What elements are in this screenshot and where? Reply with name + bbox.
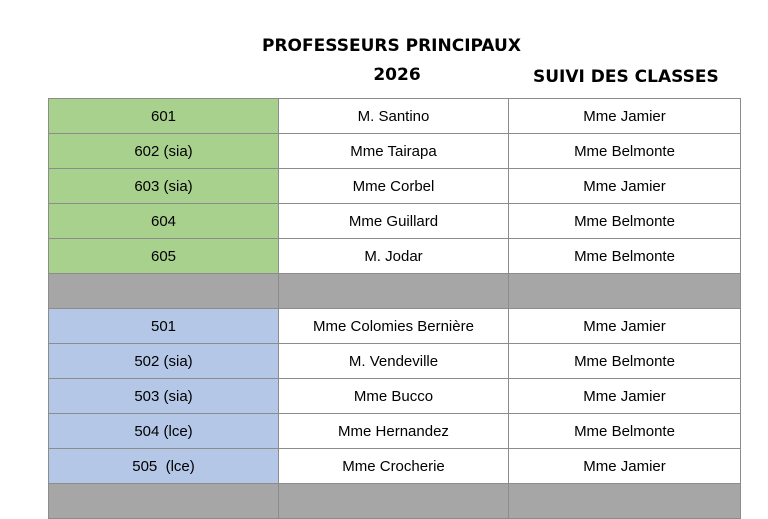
teacher-cell (279, 484, 509, 519)
table-row (49, 134, 741, 169)
class-cell (49, 274, 279, 309)
document-title: PROFESSEURS PRINCIPAUX (262, 36, 521, 56)
year-heading: 2026 (373, 65, 421, 85)
class-cell: 605 (49, 239, 279, 274)
teacher-cell: Mme Tairapa (279, 134, 509, 169)
table-row (49, 99, 741, 134)
table-row (49, 204, 741, 239)
separator-row (49, 274, 741, 309)
table-row (49, 449, 741, 484)
table-row (49, 344, 741, 379)
table-row (49, 309, 741, 344)
table-row (49, 169, 741, 204)
suivi-column-heading: SUIVI DES CLASSES (533, 67, 719, 87)
teacher-cell (279, 274, 509, 309)
class-cell: 501 (49, 309, 279, 344)
table-row (49, 239, 741, 274)
table-row (49, 379, 741, 414)
follow-up-cell: Mme Belmonte (509, 134, 741, 169)
teacher-cell: Mme Crocherie (279, 449, 509, 484)
follow-up-cell: Mme Belmonte (509, 204, 741, 239)
class-cell (49, 484, 279, 519)
follow-up-cell: Mme Jamier (509, 449, 741, 484)
table-row (49, 414, 741, 449)
follow-up-cell: Mme Jamier (509, 169, 741, 204)
follow-up-cell: Mme Jamier (509, 309, 741, 344)
table-body (49, 99, 741, 519)
follow-up-cell: Mme Belmonte (509, 239, 741, 274)
class-cell: 601 (49, 99, 279, 134)
class-cell: 604 (49, 204, 279, 239)
class-assignments-table (48, 98, 741, 519)
follow-up-cell (509, 274, 741, 309)
separator-row (49, 484, 741, 519)
teacher-cell: Mme Guillard (279, 204, 509, 239)
class-cell: 503 (sia) (49, 379, 279, 414)
follow-up-cell: Mme Jamier (509, 379, 741, 414)
teacher-cell: M. Jodar (279, 239, 509, 274)
teacher-cell: Mme Hernandez (279, 414, 509, 449)
teacher-cell: M. Vendeville (279, 344, 509, 379)
class-cell: 502 (sia) (49, 344, 279, 379)
class-cell: 505 (lce) (49, 449, 279, 484)
teacher-cell: M. Santino (279, 99, 509, 134)
class-cell: 602 (sia) (49, 134, 279, 169)
teacher-cell: Mme Corbel (279, 169, 509, 204)
follow-up-cell (509, 484, 741, 519)
follow-up-cell: Mme Belmonte (509, 344, 741, 379)
follow-up-cell: Mme Belmonte (509, 414, 741, 449)
teacher-cell: Mme Colomies Bernière (279, 309, 509, 344)
teacher-cell: Mme Bucco (279, 379, 509, 414)
follow-up-cell: Mme Jamier (509, 99, 741, 134)
class-cell: 603 (sia) (49, 169, 279, 204)
class-cell: 504 (lce) (49, 414, 279, 449)
